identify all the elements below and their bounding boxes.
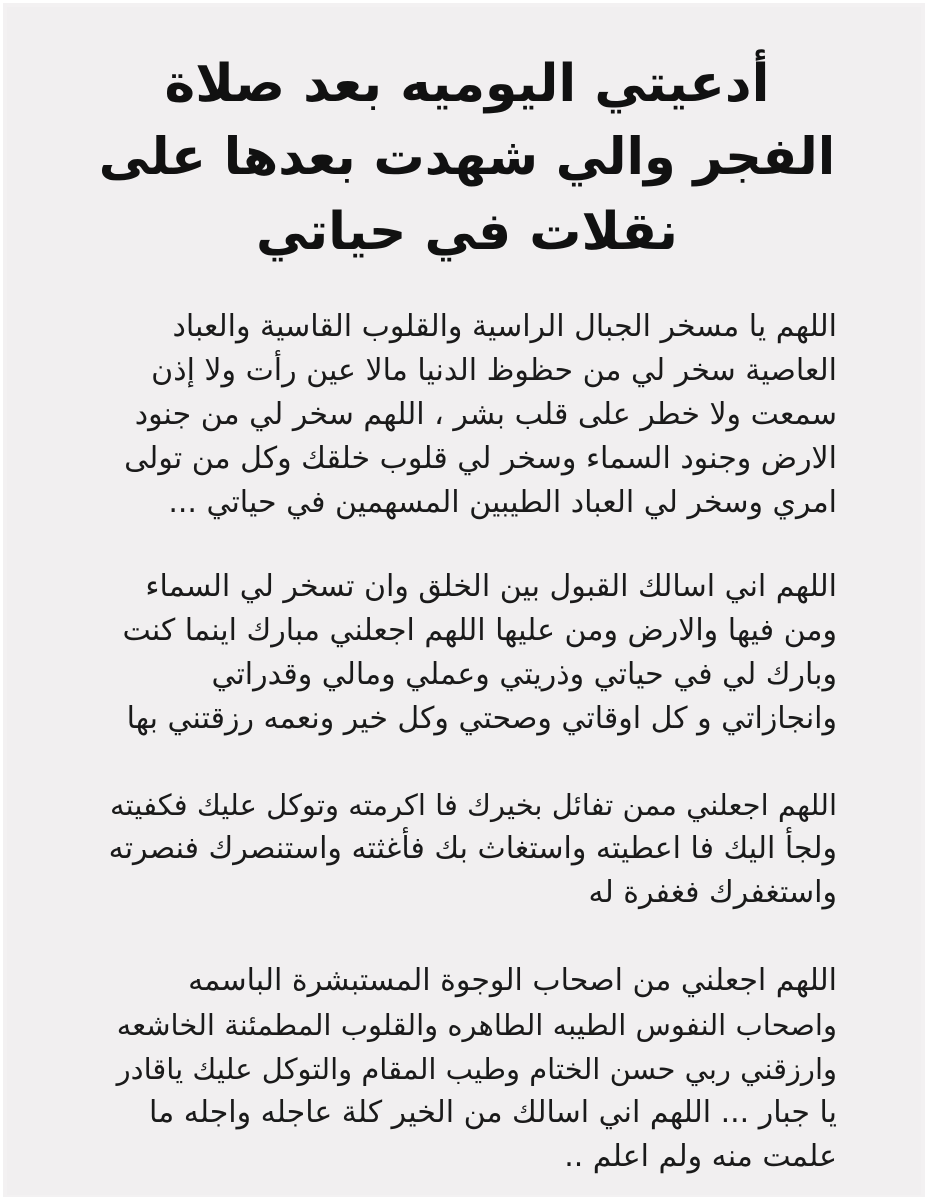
title-line: الفجر والي شهدت بعدها على [98,128,836,187]
paragraph-line: وانجازاتي و كل اوقاتي وصحتي وكل خير ونعمه رزقتني بها [126,701,837,736]
paragraph-line: واصحاب النفوس الطيبه الطاهره والقلوب المطمئنة الخاشعه [116,1008,837,1042]
paragraph-line: واستغفرك فغفرة له [588,875,837,910]
prayer-paragraph-2 [107,565,837,741]
paragraph-line: يا جبار ... اللهم اني اسالك من الخير كلة عاجله واجله ما [149,1095,837,1130]
document-sheet [7,7,921,1195]
prayer-paragraph-4 [107,959,837,1179]
document-title [97,47,837,269]
title-line: أدعيتي اليوميه بعد صلاة [164,54,770,114]
paragraph-line: وبارك لي في حياتي وذريتي وعملي ومالي وقدراتي [211,657,837,692]
title-line: نقلات في حياتي [256,202,678,262]
prayer-paragraph-1 [107,305,837,525]
paragraph-line: ولجأ اليك فا اعطيته واستغاث بك فأغثته واستنصرك فنصرته [108,831,837,866]
paragraph-line: اللهم يا مسخر الجبال الراسية والقلوب القاسية والعباد [172,309,837,344]
paragraph-line: اللهم اجعلني ممن تفائل بخيرك فا اكرمته وتوكل عليك فكفيته [110,788,837,822]
paragraph-line: العاصية سخر لي من حظوظ الدنيا مالا عين رأت ولا إذن [151,353,837,388]
paragraph-line: اللهم اني اسالك القبول بين الخلق وان تسخر لي السماء [145,569,837,604]
paragraph-line: اللهم اجعلني من اصحاب الوجوة المستبشرة الباسمه [188,963,837,998]
paragraph-line: علمت منه ولم اعلم .. [564,1139,837,1174]
paragraph-line: وارزقني ربي حسن الختام وطيب المقام والتوكل عليك ياقادر [116,1052,837,1086]
paragraph-line: امري وسخر لي العباد الطيبين المسهمين في حياتي ... [168,485,837,520]
paragraph-line: سمعت ولا خطر على قلب بشر ، اللهم سخر لي من جنود [134,397,837,432]
paragraph-line: ومن فيها والارض ومن عليها اللهم اجعلني مبارك اينما كنت [122,613,837,648]
paragraph-line: الارض وجنود السماء وسخر لي قلوب خلقك وكل من تولى [124,441,837,476]
prayer-paragraph-3 [107,783,837,915]
